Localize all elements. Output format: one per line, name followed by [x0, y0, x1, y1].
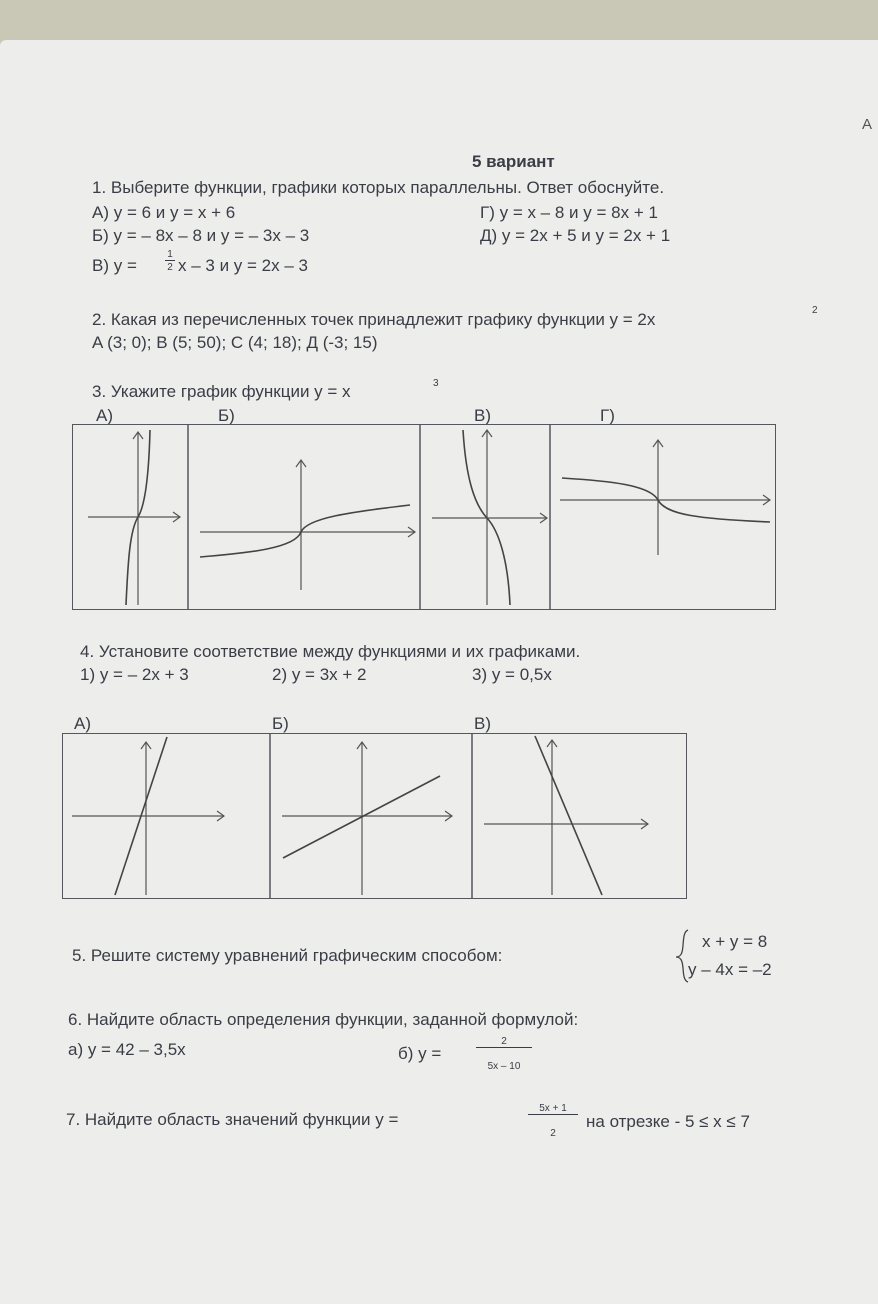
q4-function-2: 2) y = 3x + 2 [272, 665, 367, 684]
q3-label-g: Г) [600, 406, 615, 425]
q7-text-suffix: на отрезке - 5 ≤ x ≤ 7 [586, 1112, 750, 1131]
q2-points: A (3; 0); B (5; 50); C (4; 18); Д (-3; 15) [92, 333, 378, 352]
q6-fraction-denominator: 5x – 10 [487, 1061, 521, 1072]
q5-equation-1: x + y = 8 [702, 932, 768, 951]
q1-option-g: Г) y = x – 8 и y = 8x + 1 [480, 203, 658, 222]
variant-title: 5 вариант [472, 152, 555, 171]
q1-option-a: А) y = 6 и y = x + 6 [92, 203, 236, 222]
q7-fraction-denominator: 2 [550, 1128, 556, 1139]
q1-fraction-numerator: 1 [165, 249, 175, 261]
q1-option-v-prefix: В) y = [92, 256, 137, 275]
q6-text: 6. Найдите область определения функции, заданной формулой: [68, 1010, 579, 1029]
q2-exponent: 2 [812, 305, 818, 316]
q1-text: 1. Выберите функции, графики которых параллельны. Ответ обоснуйте. [92, 178, 665, 197]
q2-text: 2. Какая из перечисленных точек принадлежит графику функции y = 2x [92, 310, 656, 329]
q4-function-3: 3) y = 0,5x [472, 665, 552, 684]
q6-fraction-numerator: 2 [476, 1036, 532, 1048]
q4-label-a: А) [74, 714, 91, 733]
q1-option-b: Б) y = – 8x – 8 и y = – 3x – 3 [92, 226, 310, 245]
q4-text: 4. Установите соответствие между функциями и их графиками. [80, 642, 581, 661]
q1-option-d: Д) y = 2x + 5 и y = 2x + 1 [480, 226, 671, 245]
edge-letter: A [862, 116, 873, 133]
q5-equation-2: y – 4x = –2 [688, 960, 772, 979]
q7-text-prefix: 7. Найдите область значений функции y = [66, 1110, 399, 1129]
q5-text: 5. Решите систему уравнений графическим способом: [72, 946, 503, 965]
q3-label-b: Б) [218, 406, 235, 425]
q3-label-a: А) [96, 406, 113, 425]
q7-fraction-numerator: 5x + 1 [528, 1103, 578, 1115]
q1-option-v-suffix: x – 3 и y = 2x – 3 [178, 256, 308, 275]
q4-label-b: Б) [272, 714, 289, 733]
q1-fraction-denominator: 2 [167, 262, 173, 273]
q6-option-a: а) y = 42 – 3,5x [68, 1040, 186, 1059]
q4-label-v: В) [474, 714, 491, 733]
q6-option-b-prefix: б) y = [398, 1044, 442, 1063]
q3-label-v: В) [474, 406, 491, 425]
q3-exponent: 3 [433, 378, 439, 389]
q4-function-1: 1) y = – 2x + 3 [80, 665, 189, 684]
q3-text: 3. Укажите график функции y = x [92, 382, 351, 401]
